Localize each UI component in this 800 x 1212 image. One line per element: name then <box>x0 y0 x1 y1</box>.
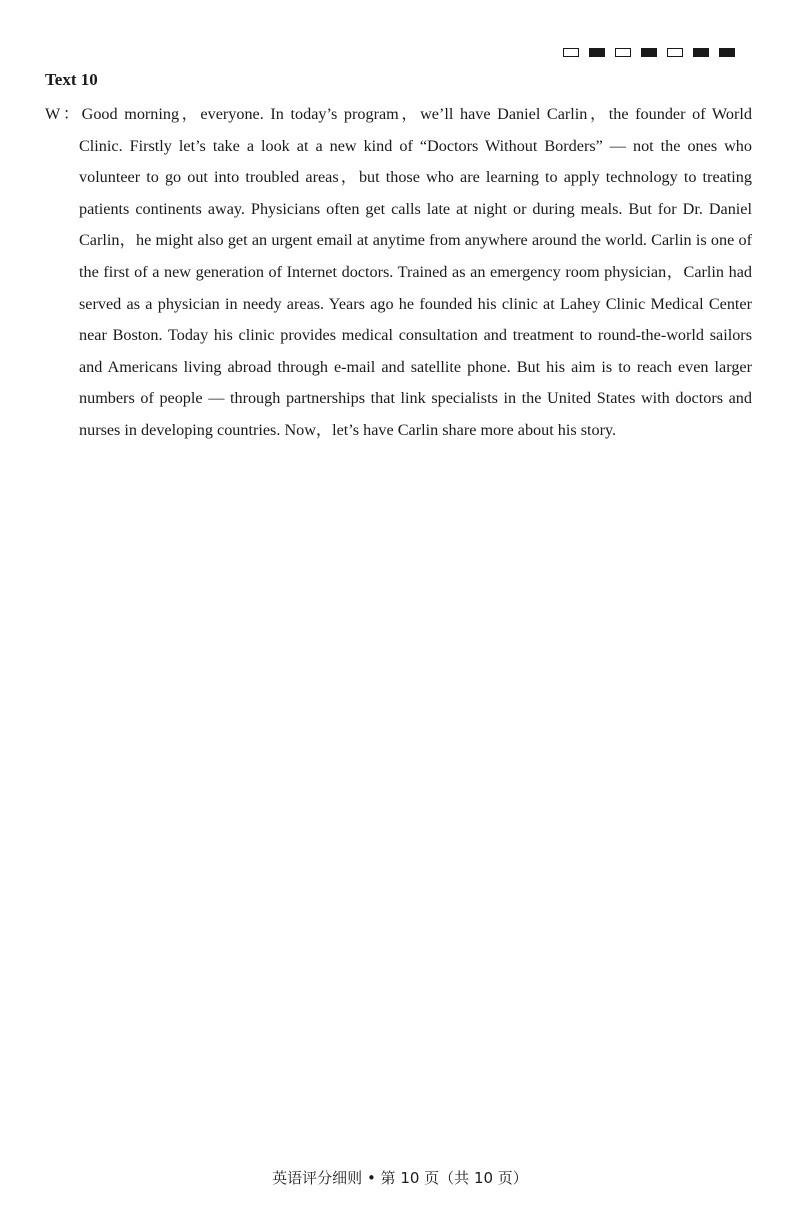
section-title: Text 10 <box>45 70 98 89</box>
header-mark-empty <box>563 48 579 57</box>
page-footer: 英语评分细则 • 第 10 页（共 10 页） <box>272 1169 528 1187</box>
header-marks <box>563 48 735 57</box>
header-mark-filled <box>641 48 657 57</box>
header-mark-filled <box>693 48 709 57</box>
header-mark-empty <box>667 48 683 57</box>
dialogue-text: Good morning，everyone. In today’s program，we’ll have Daniel Carlin，the founder of World Clinic. Firstly let’s take a look at a new kind of “Doctors Without Borders” — not the ones who volunteer to go out into troubled areas，but those who are learning to apply technology to treating patients continents away. Physicians often get calls late at night or during meals. But for Dr. Daniel Carlin，he might also get an urgent email at anytime from anywhere around the world. Carlin is one of the first of a new generation of Internet doctors. Trained as an emergency room physician，Carlin had served as a physician in needy areas. Years ago he founded his clinic at Lahey Clinic Medical Center near Boston. Today his clinic provides medical consultation and treatment to round-the-world sailors and Americans living abroad through e-mail and satellite phone. But his aim is to reach even larger numbers of people — through partnerships that link specialists in the United States with doctors and nurses in developing countries. Now，let’s have Carlin share more about his story. <box>79 105 752 439</box>
speaker-label: W： <box>45 105 82 123</box>
header-mark-filled <box>719 48 735 57</box>
header-mark-filled <box>589 48 605 57</box>
dialogue-paragraph <box>45 99 752 447</box>
header-mark-empty <box>615 48 631 57</box>
